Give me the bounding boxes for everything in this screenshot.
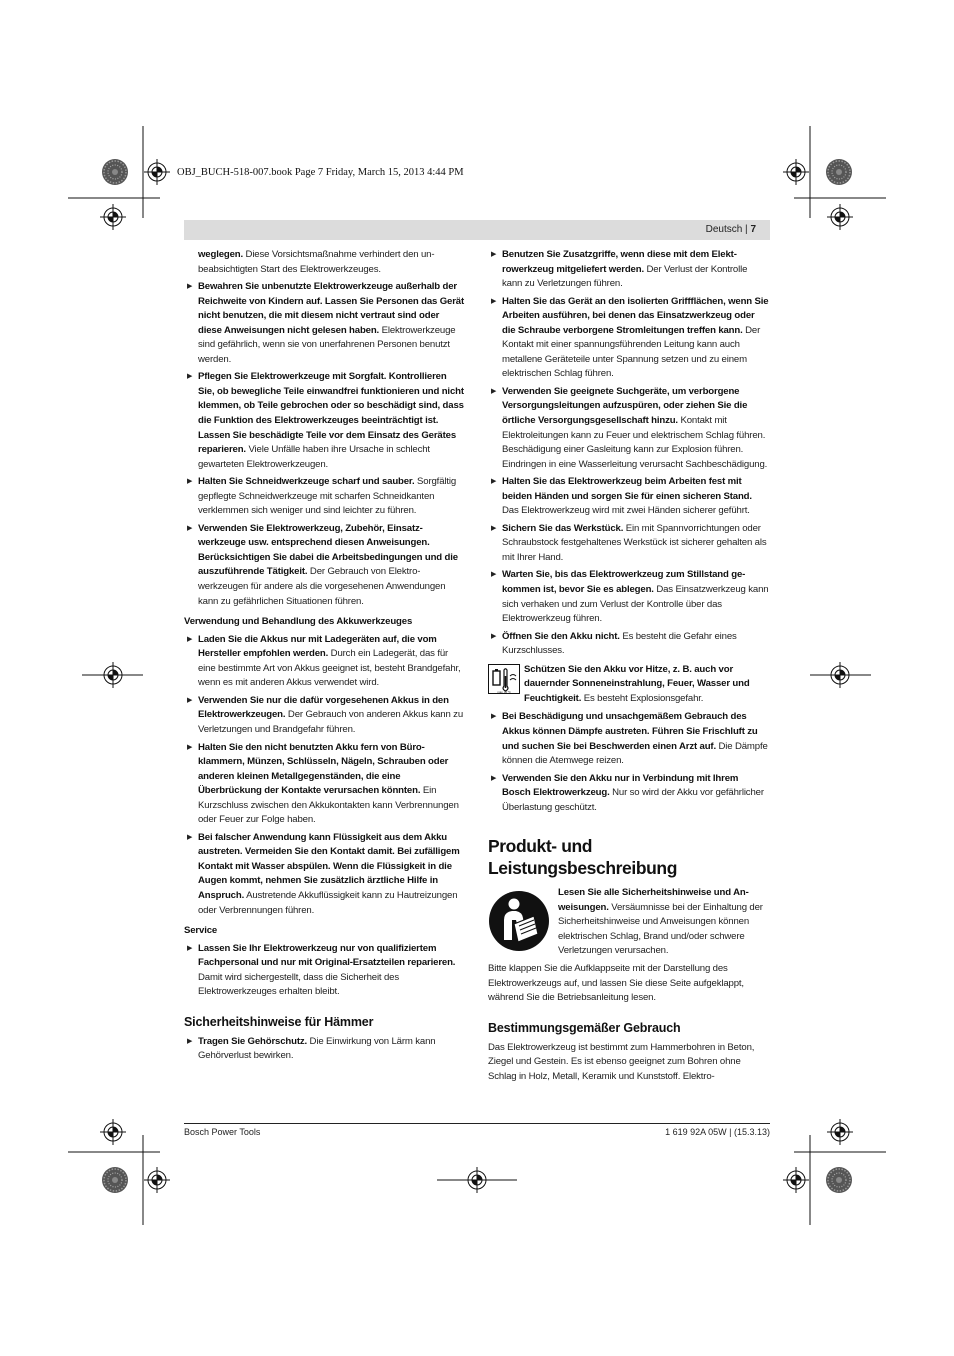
item-bold: Halten Sie das Elektrowerkzeug beim Arbeiten fest mit beiden Händen und sorgen Sie für einen sicheren Stand. bbox=[502, 476, 752, 502]
safety-item bbox=[184, 1035, 465, 1064]
read-instructions-notice bbox=[488, 886, 769, 959]
item-text: Ein mit Spannvorrichtungen oder Schraubstock festgehaltenes Werkstück ist sicherer gehalten als mit Ihrer Hand. bbox=[502, 522, 767, 563]
bullet-arrow-icon: ▶ bbox=[491, 387, 497, 395]
bullet-arrow-icon: ▶ bbox=[187, 696, 193, 704]
page-header bbox=[706, 224, 756, 235]
bullet-arrow-icon: ▶ bbox=[491, 524, 497, 532]
safety-list-general bbox=[184, 280, 465, 609]
item-text: Das Elektrowerkzeug wird mit zwei Händen sicherer geführt. bbox=[502, 505, 750, 517]
footer-doc-number: 1 619 92A 05W | (15.3.13) bbox=[665, 1127, 770, 1137]
safety-item bbox=[488, 475, 769, 519]
bullet-arrow-icon: ▶ bbox=[491, 713, 497, 721]
safety-list-battery bbox=[184, 633, 465, 918]
item-text: Viele Unfälle haben ihre Ursache in schlecht gewarteten Elektrowerkzeugen. bbox=[198, 444, 430, 470]
item-bold: Bewahren Sie unbenutzte Elektrowerkzeuge außerhalb der Reichweite von Kindern auf. Lassen Sie Personen das Gerät nicht benutzen, die mit diesem nicht vertraut sind oder diese Anweisungen nicht gelesen haben. bbox=[198, 281, 465, 336]
item-text: Der Kontakt mit einer spannungsführenden Leitung kann auch metallene Geräteteile unter Spannung setzen und zu einem elektrischen Schlag führen. bbox=[502, 324, 761, 380]
item-bold: Bei Beschädigung und unsachgemäßem Gebrauch des Akkus können Dämpfe austreten. Führen Sie Frischluft zu und suchen Sie bei Beschwerden einen Arzt auf. bbox=[502, 711, 758, 752]
right-column bbox=[488, 248, 769, 1087]
bullet-arrow-icon: ▶ bbox=[491, 297, 497, 305]
item-text: Nur so wird der Akku vor gefährlicher Überlastung geschützt. bbox=[502, 787, 764, 813]
item-bold: Bei falscher Anwendung kann Flüssigkeit aus dem Akku austreten. Vermeiden Sie den Kontakt damit. Bei zufälligem Kontakt mit Wasser abspülen. Wenn die Flüssigkeit in die Augen kommt, nehmen Sie zusätzlich ärztliche Hilfe in Anspruch. bbox=[198, 831, 460, 901]
item-bold: Verwenden Sie Elektrowerkzeug, Zubehör, Einsatzwerkzeuge usw. entsprechend diesen Anweisungen. Berücksichtigen Sie dabei die Arbeitsbedingungen und die auszuführende Tätigkeit. bbox=[198, 522, 458, 578]
item-bold: Warten Sie, bis das Elektrowerkzeug zum Stillstand gekommen ist, bevor Sie es ablegen. bbox=[502, 569, 746, 596]
item-text: Die Einwirkung von Lärm kann Gehörverlust bewirken. bbox=[198, 1035, 436, 1062]
bullet-arrow-icon: ▶ bbox=[491, 571, 497, 579]
safety-item bbox=[488, 522, 769, 566]
registration-mark bbox=[100, 1119, 126, 1145]
item-text: Durch ein Ladegerät, das für eine bestimmte Art von Akkus geeignet ist, besteht Brandgefahr, wenn es mit anderen Akkus verwendet wird. bbox=[198, 648, 461, 689]
bullet-arrow-icon: ▶ bbox=[187, 373, 193, 381]
safety-item bbox=[184, 831, 465, 918]
page-header-bar bbox=[184, 220, 770, 240]
safety-item bbox=[184, 370, 465, 472]
heading-intended-use: Bestimmungsgemäßer Gebrauch bbox=[488, 1020, 681, 1035]
bullet-arrow-icon: ▶ bbox=[491, 774, 497, 782]
item-bold: Lassen Sie Ihr Elektrowerkzeug nur von qualifiziertem Fachpersonal und nur mit Original-Ersatzteilen reparieren. bbox=[198, 942, 456, 969]
registration-mark bbox=[783, 159, 809, 185]
safety-list-hammer-continued bbox=[488, 248, 769, 659]
safety-item bbox=[184, 633, 465, 691]
safety-item bbox=[184, 475, 465, 519]
registration-mark bbox=[783, 1167, 809, 1193]
item-text: Ein Kurzschluss zwischen den Akkukontakten kann Verbrennungen oder Feuer zur Folge haben. bbox=[198, 785, 459, 826]
read-manual-icon bbox=[488, 890, 550, 958]
svg-text:max. 45 °C: max. 45 °C bbox=[497, 689, 511, 694]
safety-item bbox=[488, 385, 769, 472]
bullet-arrow-icon: ▶ bbox=[187, 524, 193, 532]
bullet-arrow-icon: ▶ bbox=[187, 635, 193, 643]
header-separator: | bbox=[742, 224, 751, 235]
footer-brand: Bosch Power Tools bbox=[184, 1127, 261, 1137]
item-bold: Halten Sie den nicht benutzten Akku fern von Büroklammern, Münzen, Schlüsseln, Nägeln, Schrauben oder anderen kleinen Metallgegenständen, die eine Überbrückung der Kontakte verursachen könnten. bbox=[198, 741, 449, 797]
heading-product-description: Produkt- und Leistungsbeschreibung bbox=[488, 836, 677, 879]
safety-list-hammer bbox=[184, 1035, 465, 1064]
bullet-arrow-icon: ▶ bbox=[187, 283, 193, 291]
item-bold: Tragen Sie Gehörschutz. bbox=[198, 1035, 308, 1047]
item-text: Der Gebrauch von Elektrowerkzeugen für andere als die vorgesehenen Anwendungen kann zu gefährlichen Situationen führen. bbox=[198, 566, 446, 607]
registration-mark bbox=[144, 159, 170, 185]
safety-item bbox=[184, 694, 465, 738]
safety-item bbox=[184, 280, 465, 367]
item-bold: Verwenden Sie nur die dafür vorgesehenen Akkus in den Elektrowerkzeugen. bbox=[198, 694, 449, 721]
item-text: Der Gebrauch von anderen Akkus kann zu Verletzungen und Brandgefahr führen. bbox=[198, 709, 464, 735]
item-text: Kontakt mit Elektroleitungen kann zu Feuer und elektrischem Schlag führen. Beschädigung einer Gasleitung kann zur Explosion führen. Eindringen in eine Wasserleitung verursacht Sachbeschädigung. bbox=[502, 415, 768, 470]
left-column bbox=[184, 248, 465, 1067]
registration-mark bbox=[827, 1119, 853, 1145]
safety-list-service bbox=[184, 942, 465, 1000]
color-bar-mark bbox=[826, 1167, 852, 1193]
registration-mark bbox=[144, 1167, 170, 1193]
heading-hammer-safety: Sicherheitshinweise für Hämmer bbox=[184, 1014, 374, 1029]
item-bold: Verwenden Sie geeignete Suchgeräte, um verborgene Versorgungsleitungen aufzuspüren, oder ziehen Sie die örtliche Versorgungsgesellschaft hinzu. bbox=[502, 385, 748, 427]
registration-mark bbox=[827, 204, 853, 230]
safety-item bbox=[184, 942, 465, 1000]
heat-warning-text: Es besteht Explosionsgefahr. bbox=[581, 692, 704, 704]
bullet-arrow-icon: ▶ bbox=[187, 1037, 193, 1045]
item-bold: Benutzen Sie Zusatzgriffe, wenn diese mit dem Elektrowerkzeug mitgeliefert werden. bbox=[502, 249, 737, 275]
item-text: Sorgfältig gepflegte Schneidwerkzeuge mit scharfen Schneidkanten verklemmen sich weniger und sind leichter zu führen. bbox=[198, 476, 457, 517]
subheading-service: Service bbox=[184, 925, 218, 937]
item-bold: Laden Sie die Akkus nur mit Ladegeräten auf, die vom Hersteller empfohlen werden. bbox=[198, 633, 437, 660]
item-bold: Pflegen Sie Elektrowerkzeuge mit Sorgfalt. Kontrollieren Sie, ob bewegliche Teile einwandfrei funktionieren und nicht klemmen, ob Teile gebrochen oder so beschädigt sind, dass die Funktion des Elektrowerkzeuges beeinträchtigt ist. Lassen Sie beschädigte Teile vor dem Einsatz des Gerätes reparieren. bbox=[198, 371, 464, 456]
subheading-battery-use: Verwendung und Behandlung des Akkuwerkzeuges bbox=[184, 616, 413, 628]
safety-list-battery-right bbox=[488, 710, 769, 815]
bullet-arrow-icon: ▶ bbox=[491, 478, 497, 486]
color-bar-mark bbox=[826, 159, 852, 185]
registration-mark bbox=[100, 204, 126, 230]
header-language: Deutsch bbox=[705, 224, 743, 235]
safety-item bbox=[488, 568, 769, 626]
intro-text: Diese Vorsichtsmaßnahme verhindert den unbeabsichtigten Start des Elektrowerkzeuges. bbox=[198, 249, 435, 275]
safety-item bbox=[488, 710, 769, 768]
safety-item bbox=[488, 248, 769, 292]
intro-paragraph bbox=[184, 248, 465, 277]
item-text: Austretende Akkuflüssigkeit kann zu Hautreizungen oder Verbrennungen führen. bbox=[198, 889, 458, 916]
item-bold: Halten Sie Schneidwerkzeuge scharf und sauber. bbox=[198, 476, 415, 488]
heat-warning bbox=[488, 663, 769, 707]
bullet-arrow-icon: ▶ bbox=[187, 833, 193, 841]
heat-warning-bold: Schützen Sie den Akku vor Hitze, z. B. auch vor dauernder Sonneneinstrahlung, Feuer, Wasser und Feuchtigkeit. bbox=[524, 663, 750, 704]
item-bold: Verwenden Sie den Akku nur in Verbindung mit Ihrem Bosch Elektrowerkzeug. bbox=[502, 772, 739, 799]
bullet-arrow-icon: ▶ bbox=[187, 478, 193, 486]
intro-bold: weglegen. bbox=[198, 249, 244, 260]
safety-item bbox=[184, 522, 465, 609]
item-text: Die Dämpfe können die Atemwege reizen. bbox=[502, 740, 768, 767]
bullet-arrow-icon: ▶ bbox=[187, 743, 193, 751]
battery-heat-warning-icon bbox=[488, 664, 520, 700]
safety-item bbox=[488, 772, 769, 816]
safety-item bbox=[488, 630, 769, 659]
safety-item bbox=[184, 741, 465, 828]
bullet-arrow-icon: ▶ bbox=[491, 251, 497, 258]
item-text: Elektrowerkzeuge sind gefährlich, wenn sie von unerfahrenen Personen benutzt werden. bbox=[198, 324, 456, 365]
item-bold: Sichern Sie das Werkstück. bbox=[502, 522, 624, 534]
page-number: 7 bbox=[750, 224, 756, 235]
color-bar-mark bbox=[102, 1167, 128, 1193]
item-text: Es besteht die Gefahr eines Kurzschlusses. bbox=[502, 630, 737, 657]
read-notice-text: Versäumnisse bei der Einhaltung der Sicherheitshinweise und Anweisungen können elektrischen Schlag, Brand und/oder schwere Verletzungen verursachen. bbox=[558, 901, 763, 957]
intended-use-paragraph: Das Elektrowerkzeug ist bestimmt zum Hammerbohren in Beton, Ziegel und Gestein. Es ist ebenso geeignet zum Bohren ohne Schlag in Holz, Metall, Keramik und Kunststoff. Elektro- bbox=[488, 1041, 755, 1082]
read-notice-bold: Lesen Sie alle Sicherheitshinweise und Anweisungen. bbox=[558, 887, 749, 913]
footer-rule bbox=[184, 1123, 770, 1124]
bullet-arrow-icon: ▶ bbox=[187, 944, 193, 952]
bullet-arrow-icon: ▶ bbox=[491, 632, 497, 640]
item-text: Das Einsatzwerkzeug kann sich verhaken und zum Verlust der Kontrolle über das Elektrowerkzeug führen. bbox=[502, 584, 769, 625]
color-bar-mark bbox=[102, 159, 128, 185]
item-bold: Öffnen Sie den Akku nicht. bbox=[502, 630, 620, 642]
fold-out-paragraph: Bitte klappen Sie die Aufklappseite mit der Darstellung des Elektrowerkzeugs auf, und lassen Sie diese Seite aufgeklappt, während Sie die Betriebsanleitung lesen. bbox=[488, 962, 744, 1004]
item-bold: Halten Sie das Gerät an den isolierten Griffflächen, wenn Sie Arbeiten ausführen, bei denen das Einsatzwerkzeug oder die Schraube verborgene Stromleitungen treffen kann. bbox=[502, 295, 769, 336]
item-text: Damit wird sichergestellt, dass die Sicherheit des Elektrowerkzeuges erhalten bleibt. bbox=[198, 971, 399, 998]
safety-item bbox=[488, 295, 769, 382]
item-text: Der Verlust der Kontrolle kann zu Verletzungen führen. bbox=[502, 263, 748, 290]
print-info-line: OBJ_BUCH-518-007.book Page 7 Friday, March 15, 2013 4:44 PM bbox=[177, 167, 464, 178]
